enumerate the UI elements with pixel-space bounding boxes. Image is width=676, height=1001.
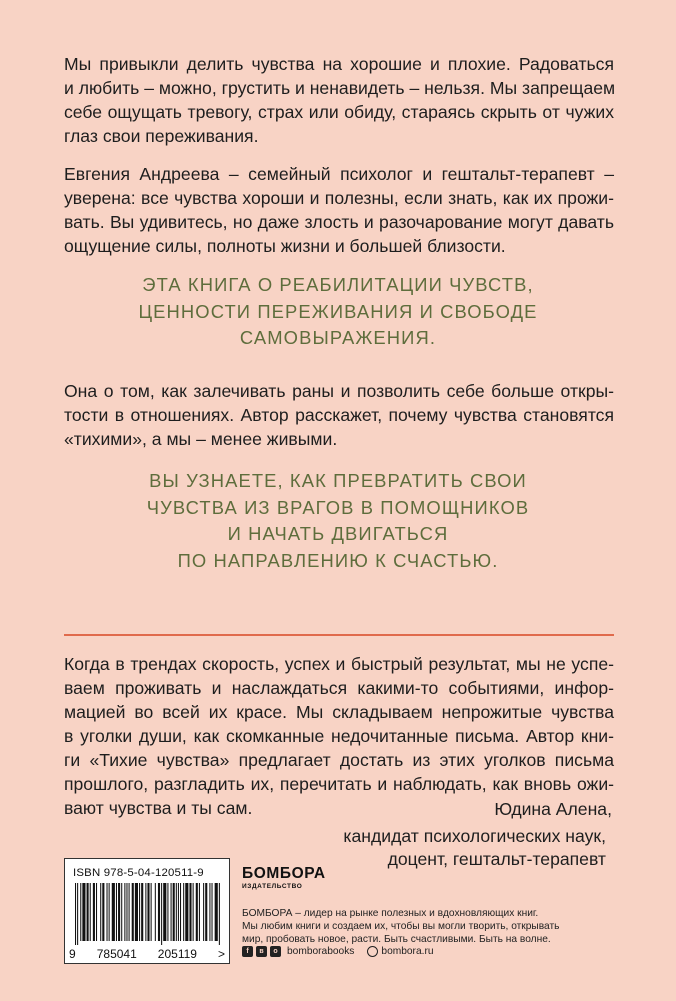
barcode-bar bbox=[118, 883, 120, 941]
highlight-line: ПО НАПРАВЛЕНИЮ К СЧАСТЬЮ. bbox=[177, 549, 499, 571]
barcode-bar bbox=[93, 883, 95, 941]
barcode-digits bbox=[69, 947, 225, 961]
barcode-bar bbox=[205, 883, 207, 941]
barcode-bar bbox=[189, 883, 191, 941]
highlight-statement-2 bbox=[0, 468, 676, 574]
highlight-line: ВЫ УЗНАЕТЕ, КАК ПРЕВРАТИТЬ СВОИ bbox=[149, 470, 527, 491]
barcode-bar bbox=[180, 883, 181, 941]
barcode-bar bbox=[158, 883, 160, 941]
publisher-description bbox=[242, 907, 560, 946]
odnoklassniki-icon: о bbox=[270, 946, 281, 957]
vk-icon: в bbox=[256, 946, 267, 957]
barcode-bar bbox=[199, 883, 200, 941]
barcode-bar bbox=[203, 883, 204, 941]
text-line: вают чувства и ты сам. bbox=[64, 798, 253, 818]
text-line: ощущение силы, полноты жизни и большей близости. bbox=[64, 236, 506, 256]
barcode-bar bbox=[82, 883, 85, 941]
barcode-bar bbox=[219, 883, 220, 945]
intro-paragraph bbox=[64, 52, 614, 148]
text-line: мацией во всей их красе. Мы складываем непрожитые чувства bbox=[64, 702, 614, 722]
barcode-bar bbox=[163, 883, 166, 941]
barcode-bar bbox=[141, 883, 143, 941]
isbn-label: ISBN 978-5-04-120511-9 bbox=[73, 867, 204, 879]
highlight-line: ЦЕННОСТИ ПЕРЕЖИВАНИЯ И СВОБОДЕ bbox=[138, 300, 538, 322]
text-line: Мы привыкли делить чувства на хорошие и плохие. Радоваться bbox=[64, 54, 614, 74]
text-line: БОМБОРА – лидер на рынке полезных и вдохновляющих книг. bbox=[242, 908, 539, 919]
barcode-bar bbox=[173, 883, 175, 941]
barcode-bar bbox=[196, 883, 198, 941]
barcode-bar bbox=[109, 883, 110, 941]
barcode-bar bbox=[102, 883, 104, 941]
section-divider bbox=[64, 634, 614, 636]
barcode-bar bbox=[147, 883, 149, 941]
barcode-digit-group: 9 bbox=[69, 947, 76, 961]
text-line: Евгения Андреева – семейный психолог и гештальт-терапевт – bbox=[64, 164, 614, 184]
publisher-logo bbox=[242, 866, 326, 890]
text-line: ваем проживать и наслаждаться какими-то событиями, инфор- bbox=[64, 678, 614, 698]
review-paragraph bbox=[64, 652, 614, 820]
barcode-bar bbox=[112, 883, 115, 941]
barcode-bar bbox=[90, 883, 91, 941]
text-line: «тихими», а мы – менее живыми. bbox=[64, 429, 338, 449]
barcode-bar bbox=[116, 883, 117, 941]
website: bombora.ru bbox=[381, 946, 434, 957]
barcode-bar bbox=[155, 883, 156, 941]
barcode-bar bbox=[80, 883, 81, 941]
author-paragraph bbox=[64, 162, 614, 258]
barcode-bar bbox=[87, 883, 89, 941]
text-line: прошлого, разгладить их, перечитать и наблюдать, как вновь ожи- bbox=[64, 774, 614, 794]
text-line: уверена: все чувства хороши и полезны, если знать, как их прожи- bbox=[64, 188, 614, 208]
globe-icon bbox=[367, 946, 378, 957]
barcode-bar bbox=[77, 883, 78, 945]
barcode-bar bbox=[124, 883, 125, 941]
barcode-bar bbox=[209, 883, 210, 941]
barcode-bar bbox=[167, 883, 168, 941]
barcode-digit-group: 785041 bbox=[96, 947, 137, 961]
highlight-line: И НАЧАТЬ ДВИГАТЬСЯ bbox=[227, 523, 449, 544]
publisher-subtitle: ИЗДАТЕЛЬСТВО bbox=[242, 883, 303, 890]
text-line: Когда в трендах скорость, успех и быстрый результат, мы не успе- bbox=[64, 654, 614, 674]
barcode-bar bbox=[151, 883, 152, 941]
social-handle: bomborabooks bbox=[287, 946, 355, 957]
text-line: в уголки души, как скомканные недочитанные письма. Автор кни- bbox=[64, 726, 614, 746]
highlight-line: ЧУВСТВА ИЗ ВРАГОВ В ПОМОЩНИКОВ bbox=[146, 496, 530, 518]
barcode-digit-group: > bbox=[217, 947, 225, 961]
text-line: себе ощущать тревогу, страх или обиду, стараясь скрыть от чужих bbox=[64, 102, 614, 122]
highlight-statement-1 bbox=[0, 272, 676, 352]
barcode-bar bbox=[215, 883, 218, 941]
reviewer-name: Юдина Алена, bbox=[494, 799, 612, 819]
text-line: мир, пробовать новое, расти. Быть счастливыми. Быть на волне. bbox=[242, 934, 551, 945]
text-line: и любить – можно, грустить и ненавидеть – нельзя. Мы запрещаем bbox=[64, 78, 616, 98]
barcode-bar bbox=[129, 883, 130, 941]
about-paragraph bbox=[64, 379, 614, 451]
isbn-barcode-block bbox=[64, 858, 230, 964]
barcode-bar bbox=[132, 883, 134, 941]
highlight-line: ЭТА КНИГА О РЕАБИЛИТАЦИИ ЧУВСТВ, bbox=[142, 274, 534, 295]
barcode-bar bbox=[185, 883, 188, 941]
reviewer-position: доцент, гештальт-терапевт bbox=[387, 849, 606, 869]
barcode-bar bbox=[100, 883, 101, 941]
text-line: ги «Тихие чувства» предлагает достать из этих уголков письма bbox=[64, 750, 614, 770]
barcode-bar bbox=[121, 883, 122, 941]
barcode-digit-group: 205119 bbox=[157, 947, 197, 961]
barcode-bar bbox=[135, 883, 138, 941]
text-line: вать. Вы удивитесь, но даже злость и разочарование могут давать bbox=[64, 212, 614, 232]
barcode-bar bbox=[161, 883, 162, 945]
highlight-line: САМОВЫРАЖЕНИЯ. bbox=[239, 327, 437, 348]
barcode-bar bbox=[212, 883, 213, 941]
text-line: Мы любим книги и создаем их, чтобы вы могли творить, открывать bbox=[242, 921, 560, 932]
barcode-bar bbox=[171, 883, 172, 941]
barcode-bar bbox=[178, 883, 179, 941]
text-line: тости в отношениях. Автор расскажет, почему чувства становятся bbox=[64, 405, 614, 425]
barcode-bar bbox=[193, 883, 194, 941]
publisher-name: БОМБОРА bbox=[242, 865, 326, 882]
barcode-bar bbox=[176, 883, 177, 941]
publisher-contacts bbox=[242, 946, 434, 957]
barcode-bar bbox=[145, 883, 146, 941]
barcode-bar bbox=[96, 883, 97, 941]
reviewer-title: кандидат психологических наук, bbox=[343, 826, 606, 846]
barcode-bar bbox=[107, 883, 108, 941]
text-line: Она о том, как залечивать раны и позволить себе больше откры- bbox=[64, 381, 614, 401]
barcode-bar bbox=[126, 883, 127, 941]
barcode-image bbox=[73, 883, 221, 945]
facebook-icon: f bbox=[242, 946, 253, 957]
text-line: глаз свои переживания. bbox=[64, 126, 259, 146]
barcode-bar bbox=[183, 883, 184, 941]
barcode-bar bbox=[75, 883, 76, 945]
barcode-bar bbox=[139, 883, 140, 941]
